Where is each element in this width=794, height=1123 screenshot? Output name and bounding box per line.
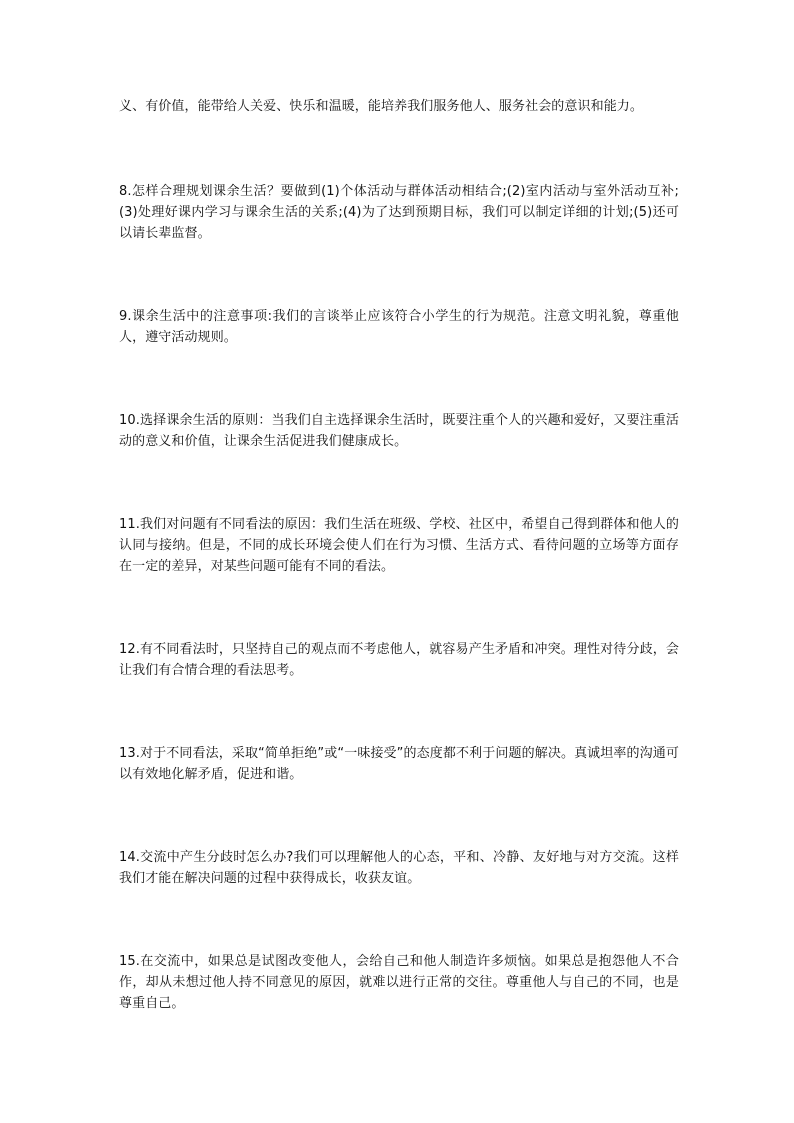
paragraph-10: 10.选择课余生活的原则：当我们自主选择课余生活时，既要注重个人的兴趣和爱好，又要注重活动的意义和价值，让课余生活促进我们健康成长。 xyxy=(119,413,679,449)
paragraph-14: 14.交流中产生分歧时怎么办?我们可以理解他人的心态，平和、冷静、友好地与对方交流。这样我们才能在解决问题的过程中获得成长，收获友谊。 xyxy=(119,850,679,886)
paragraph-9: 9.课余生活中的注意事项:我们的言谈举止应该符合小学生的行为规范。注意文明礼貌，尊重他人，遵守活动规则。 xyxy=(119,309,679,345)
paragraph-7-continued: 义、有价值，能带给人关爱、快乐和温暖，能培养我们服务他人、服务社会的意识和能力。 xyxy=(119,99,644,114)
paragraph-12: 12.有不同看法时，只坚持自己的观点而不考虑他人，就容易产生矛盾和冲突。理性对待分歧，会让我们有合情合理的看法思考。 xyxy=(119,642,679,678)
paragraph-15: 15.在交流中，如果总是试图改变他人，会给自己和他人制造许多烦恼。如果总是抱怨他人不合作，却从未想过他人持不同意见的原因，就难以进行正常的交往。尊重他人与自己的不同，也是尊重自己。 xyxy=(119,954,679,1011)
paragraph-8: 8.怎样合理规划课余生活？要做到(1)个体活动与群体活动相结合;(2)室内活动与室外活动互补;(3)处理好课内学习与课余生活的关系;(4)为了达到预期目标，我们可以制定详细的计划;(5)还可以请长辈监督。 xyxy=(119,184,679,241)
paragraph-13: 13.对于不同看法，采取“简单拒绝”或“一味接受”的态度都不利于问题的解决。真诚坦率的沟通可以有效地化解矛盾，促进和谐。 xyxy=(119,746,679,782)
paragraph-11: 11.我们对问题有不同看法的原因：我们生活在班级、学校、社区中，希望自己得到群体和他人的认同与接纳。但是，不同的成长环境会使人们在行为习惯、生活方式、看待问题的立场等方面存在一定的差异，对某些问题可能有不同的看法。 xyxy=(119,517,679,574)
